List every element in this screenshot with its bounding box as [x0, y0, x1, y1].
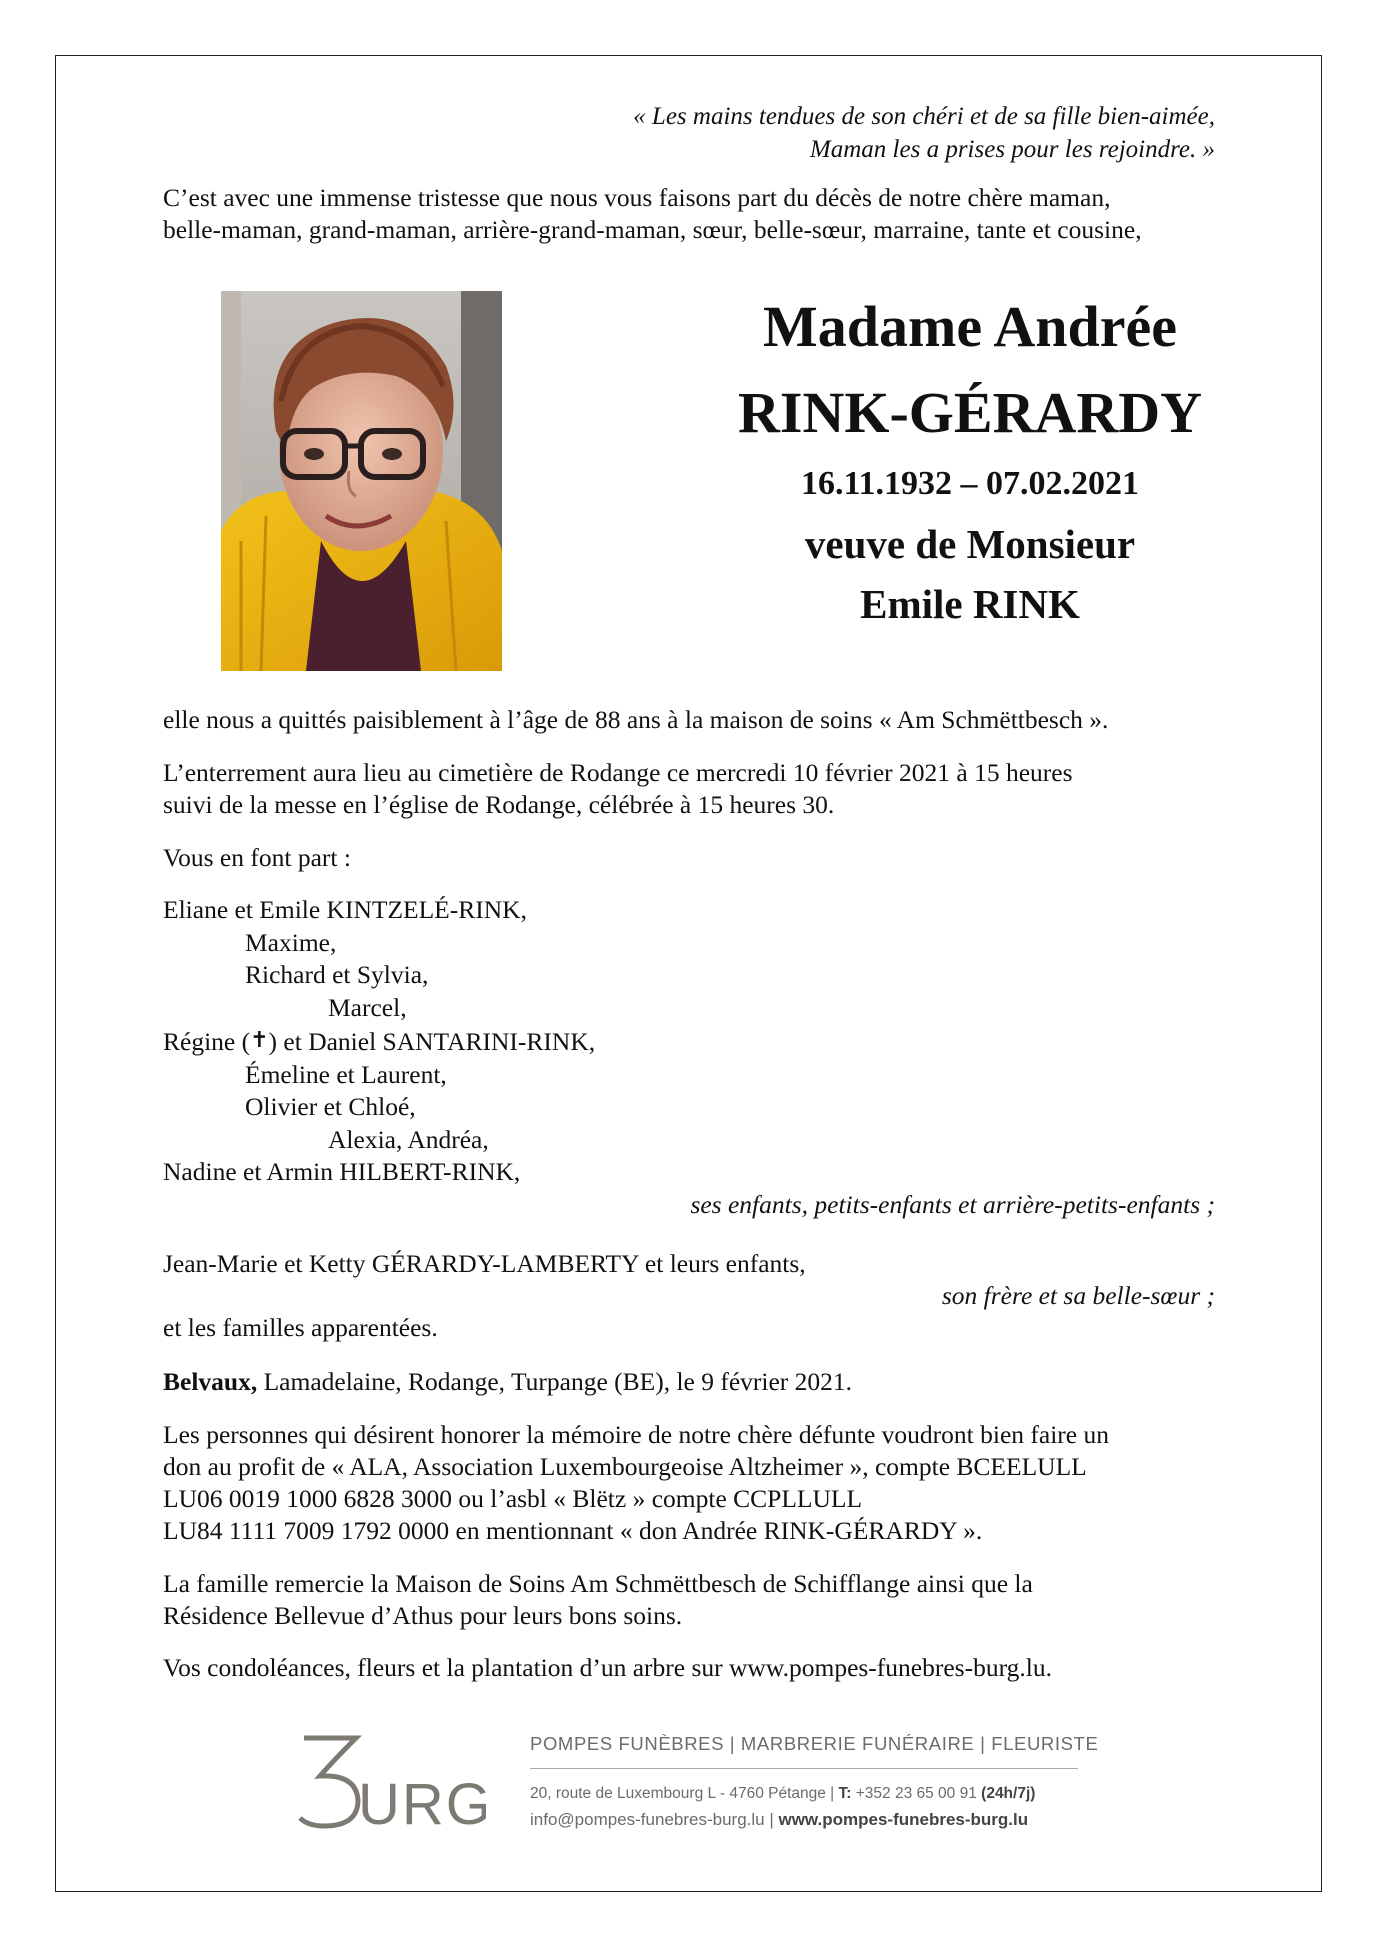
- portrait-image: [221, 291, 502, 671]
- funeral-paragraph: [163, 757, 1073, 821]
- place-rest: Lamadelaine, Rodange, Turpange (BE), le 9 février 2021.: [257, 1367, 853, 1396]
- family-member-text: ) et Daniel SANTARINI-RINK,: [268, 1027, 596, 1056]
- family-relation-children: ses enfants, petits-enfants et arrière-petits-enfants ;: [690, 1190, 1215, 1219]
- family-member: Alexia, Andréa,: [328, 1124, 489, 1154]
- footer-contact: [530, 1810, 1028, 1830]
- quote-line: Maman les a prises pour les rejoindre. »: [809, 136, 1215, 163]
- funeral-line: L’enterrement aura lieu au cimetière de Rodange ce mercredi 10 février 2021 à 15 heures: [163, 758, 1073, 787]
- donation-line: Les personnes qui désirent honorer la mémoire de notre chère défunte voudront bien faire un: [163, 1420, 1109, 1449]
- epigraph-quote: [315, 100, 1215, 166]
- donation-line: LU06 0019 1000 6828 3000 ou l’asbl « Blëtz » compte CCPLLULL: [163, 1484, 863, 1513]
- family-relation-sibling: son frère et sa belle-sœur ;: [941, 1281, 1215, 1310]
- intro-line: C’est avec une immense tristesse que nous vous faisons part du décès de notre chère maman,: [163, 183, 1111, 212]
- family-member: et les familles apparentées.: [163, 1313, 438, 1342]
- footer-divider: [530, 1768, 1078, 1769]
- family-member: Marcel,: [328, 992, 407, 1022]
- burg-logo-mark: [296, 1730, 486, 1830]
- family-member: Émeline et Laurent,: [245, 1059, 447, 1089]
- passing-text: elle nous a quittés paisiblement à l’âge de 88 ans à la maison de soins « Am Schmëttbesch ».: [163, 705, 1109, 734]
- family-member: Maxime,: [245, 927, 337, 957]
- life-dates: 16.11.1932 – 07.02.2021: [800, 465, 1140, 502]
- donation-line: don au profit de « ALA, Association Luxembourgeoise Altzheimer », compte BCEELULL: [163, 1452, 1087, 1481]
- family-member: Richard et Sylvia,: [245, 960, 429, 989]
- place-date: [163, 1366, 852, 1398]
- family-member: Eliane et Emile KINTZELÉ-RINK,: [163, 895, 527, 924]
- quote-line: « Les mains tendues de son chéri et de sa fille bien-aimée,: [633, 103, 1215, 130]
- burg-logo: [296, 1730, 486, 1830]
- cross-icon: ✝: [250, 1027, 269, 1052]
- footer-address: [530, 1785, 1035, 1803]
- email-text: info@pompes-funebres-burg.lu |: [530, 1810, 779, 1829]
- family-member: Olivier et Chloé,: [245, 1092, 416, 1121]
- website-link[interactable]: www.pompes-funebres-burg.lu: [778, 1810, 1029, 1829]
- condolences-text: Vos condoléances, fleurs et la plantation d’un arbre sur www.pompes-funebres-burg.lu.: [163, 1653, 1052, 1682]
- svg-text:URG: URG: [358, 1772, 486, 1830]
- deceased-name-line1: Madame Andrée: [763, 294, 1177, 359]
- family-list: [163, 894, 595, 1189]
- family-member: Nadine et Armin HILBERT-RINK,: [163, 1157, 521, 1186]
- widow-line1: veuve de Monsieur: [804, 521, 1136, 567]
- intro-line: belle-maman, grand-maman, arrière-grand-maman, sœur, belle-sœur, marraine, tante et cousine,: [163, 215, 1142, 244]
- portrait-photo: [221, 291, 502, 671]
- donation-paragraph: [163, 1419, 1109, 1547]
- phone-number: +352 23 65 00 91: [851, 1785, 982, 1802]
- funeral-line: suivi de la messe en l’église de Rodange, célébrée à 15 heures 30.: [163, 790, 835, 819]
- deceased-name-line2: RINK-GÉRARDY: [738, 380, 1202, 445]
- address-text: 20, route de Luxembourg L - 4760 Pétange |: [530, 1785, 839, 1802]
- thanks-line: Résidence Bellevue d’Athus pour leurs bons soins.: [163, 1601, 683, 1630]
- family-member: Jean-Marie et Ketty GÉRARDY-LAMBERTY et leurs enfants,: [163, 1249, 806, 1278]
- intro-paragraph: [163, 182, 1142, 246]
- family-member: [163, 1024, 595, 1059]
- family-member-text: Régine (: [163, 1027, 251, 1056]
- widow-line2: Emile RINK: [860, 581, 1080, 627]
- place-bold: Belvaux,: [163, 1367, 258, 1396]
- donation-line: LU84 1111 7009 1792 0000 en mentionnant « don Andrée RINK-GÉRARDY ».: [163, 1516, 983, 1545]
- phone-label: T:: [838, 1785, 852, 1802]
- announce-text: Vous en font part :: [163, 843, 351, 872]
- thanks-paragraph: [163, 1568, 1033, 1632]
- phone-hours: (24h/7j): [981, 1785, 1036, 1802]
- thanks-line: La famille remercie la Maison de Soins Am Schmëttbesch de Schifflange ainsi que la: [163, 1569, 1033, 1598]
- footer-services: POMPES FUNÈBRES | MARBRERIE FUNÉRAIRE | FLEURISTE: [530, 1733, 1099, 1754]
